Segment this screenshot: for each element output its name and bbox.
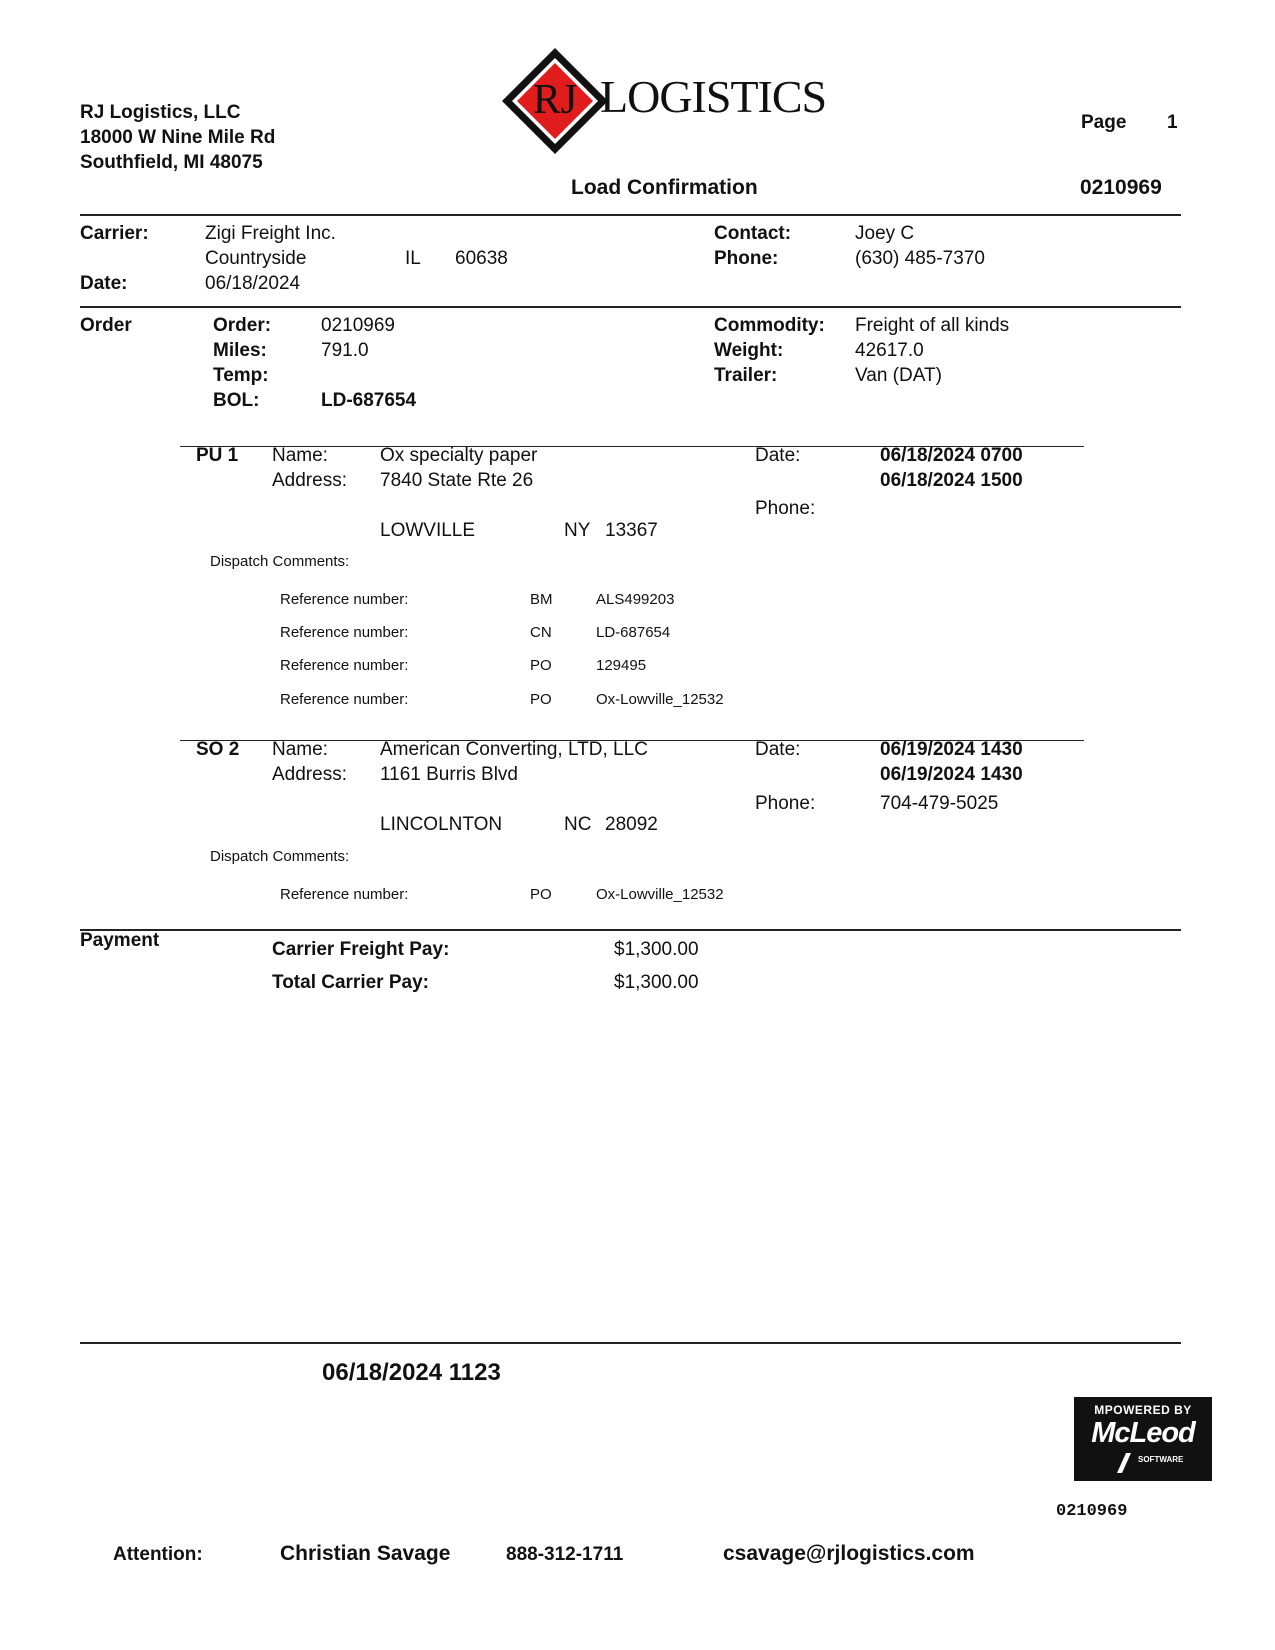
bol-label: BOL: — [213, 390, 260, 411]
company-city: Southfield, MI 48075 — [80, 152, 263, 173]
order-label: Order: — [213, 315, 272, 336]
reference-value: ALS499203 — [596, 591, 675, 608]
carrier-city: Countryside — [205, 248, 307, 269]
stop-address: 7840 State Rte 26 — [380, 470, 534, 491]
carrier-state: IL — [405, 248, 421, 269]
reference-label: Reference number: — [280, 886, 409, 903]
page-label: Page — [1081, 112, 1127, 133]
stop-zip: 28092 — [605, 814, 658, 835]
stop-code: PU 1 — [196, 445, 239, 466]
order-number: 0210969 — [321, 315, 395, 336]
reference-label: Reference number: — [280, 691, 409, 708]
stop-address-label: Address: — [272, 764, 347, 785]
weight-label: Weight: — [714, 340, 784, 361]
dispatch-comments-label: Dispatch Comments: — [210, 553, 350, 570]
freight-pay-value: $1,300.00 — [614, 939, 699, 960]
stop-phone: 704-479-5025 — [880, 793, 999, 814]
stop-name-label: Name: — [272, 445, 328, 466]
total-pay-label: Total Carrier Pay: — [272, 972, 429, 993]
contact-label: Contact: — [714, 223, 792, 244]
divider — [80, 1342, 1181, 1344]
attention-email[interactable]: csavage@rjlogistics.com — [723, 1542, 975, 1565]
badge-top-text: MPOWERED BY — [1094, 1403, 1192, 1417]
page-number: 1 — [1167, 112, 1178, 133]
bol-value: LD-687654 — [321, 390, 417, 411]
attention-name: Christian Savage — [280, 1542, 451, 1565]
stop-state: NY — [564, 520, 591, 541]
stop-date-label: Date: — [755, 445, 801, 466]
company-street: 18000 W Nine Mile Rd — [80, 127, 276, 148]
badge-brand-text: McLeod — [1091, 1417, 1195, 1449]
logo-mark: RJ — [532, 77, 578, 123]
reference-value: 129495 — [596, 657, 647, 674]
reference-label: Reference number: — [280, 591, 409, 608]
reference-value: Ox-Lowville_12532 — [596, 691, 724, 708]
stop-name: Ox specialty paper — [380, 445, 538, 466]
reference-type: PO — [530, 657, 552, 674]
stop-date-end: 06/18/2024 1500 — [880, 470, 1023, 491]
carrier-zip: 60638 — [455, 248, 508, 269]
badge-sub-text: SOFTWARE — [1138, 1455, 1184, 1464]
stop-date-start: 06/19/2024 1430 — [880, 739, 1023, 760]
stop-code: SO 2 — [196, 739, 240, 760]
commodity-value: Freight of all kinds — [855, 315, 1010, 336]
logo-text: LOGISTICS — [600, 71, 827, 122]
carrier-name: Zigi Freight Inc. — [205, 223, 336, 244]
carrier-date: 06/18/2024 — [205, 273, 301, 294]
stop-zip: 13367 — [605, 520, 658, 541]
reference-label: Reference number: — [280, 657, 409, 674]
reference-label: Reference number: — [280, 624, 409, 641]
mcleod-badge — [1074, 1397, 1212, 1481]
rj-logistics-logo — [500, 46, 840, 156]
weight-value: 42617.0 — [855, 340, 924, 361]
divider — [80, 306, 1181, 308]
carrier-date-label: Date: — [80, 273, 128, 294]
trailer-label: Trailer: — [714, 365, 778, 386]
reference-value: LD-687654 — [596, 624, 671, 641]
trailer-value: Van (DAT) — [855, 365, 942, 386]
carrier-phone-label: Phone: — [714, 248, 779, 269]
print-timestamp: 06/18/2024 1123 — [322, 1359, 501, 1386]
carrier-phone: (630) 485-7370 — [855, 248, 985, 269]
stop-state: NC — [564, 814, 592, 835]
stop-city: LINCOLNTON — [380, 814, 503, 835]
reference-type: CN — [530, 624, 552, 641]
reference-value: Ox-Lowville_12532 — [596, 886, 724, 903]
freight-pay-label: Carrier Freight Pay: — [272, 939, 450, 960]
contact-name: Joey C — [855, 223, 915, 244]
slash-icon — [1116, 1453, 1136, 1473]
stop-name: American Converting, LTD, LLC — [380, 739, 648, 760]
order-section-label: Order — [80, 315, 132, 336]
payment-section-label: Payment — [80, 930, 160, 951]
footer-document-number: 0210969 — [1056, 1502, 1128, 1521]
divider — [80, 929, 1181, 931]
stop-city: LOWVILLE — [380, 520, 476, 541]
document-number: 0210969 — [1080, 176, 1162, 199]
temp-label: Temp: — [213, 365, 269, 386]
page-title: Load Confirmation — [571, 176, 758, 199]
divider — [80, 214, 1181, 216]
stop-name-label: Name: — [272, 739, 328, 760]
reference-type: PO — [530, 886, 552, 903]
carrier-label: Carrier: — [80, 223, 149, 244]
attention-phone: 888-312-1711 — [506, 1544, 624, 1565]
stop-address: 1161 Burris Blvd — [380, 764, 518, 785]
dispatch-comments-label: Dispatch Comments: — [210, 848, 350, 865]
stop-date-label: Date: — [755, 739, 801, 760]
stop-date-start: 06/18/2024 0700 — [880, 445, 1023, 466]
total-pay-value: $1,300.00 — [614, 972, 699, 993]
reference-type: BM — [530, 591, 553, 608]
stop-phone-label: Phone: — [755, 793, 816, 814]
company-name: RJ Logistics, LLC — [80, 102, 241, 123]
stop-address-label: Address: — [272, 470, 347, 491]
miles-label: Miles: — [213, 340, 267, 361]
attention-label: Attention: — [113, 1544, 203, 1565]
miles-value: 791.0 — [321, 340, 369, 361]
stop-date-end: 06/19/2024 1430 — [880, 764, 1023, 785]
stop-phone-label: Phone: — [755, 498, 816, 519]
reference-type: PO — [530, 691, 552, 708]
commodity-label: Commodity: — [714, 315, 825, 336]
